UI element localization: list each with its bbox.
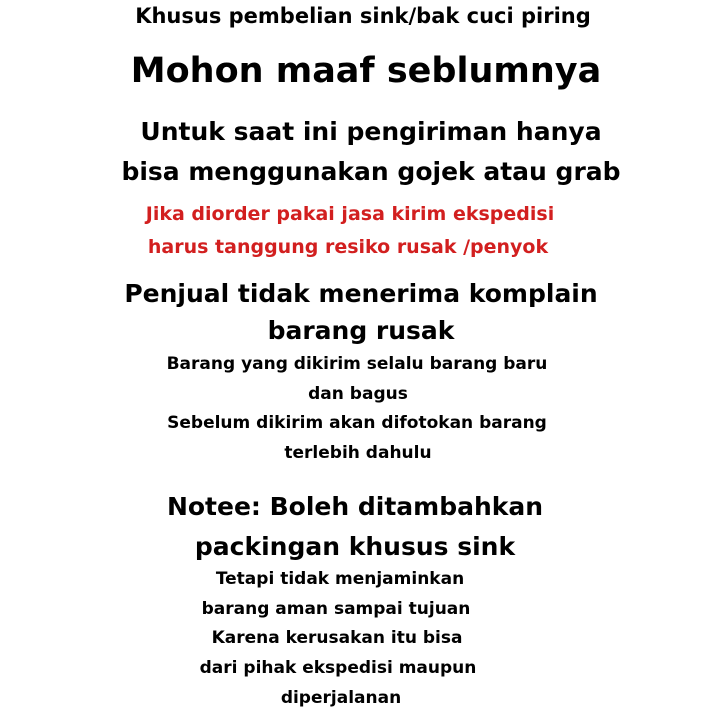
note-line-3: Tetapi tidak menjaminkan bbox=[215, 569, 465, 589]
apology-title: Mohon maaf seblumnya bbox=[130, 51, 602, 91]
heading-text: Khusus pembelian sink/bak cuci piring bbox=[135, 4, 591, 28]
note-line-2: packingan khusus sink bbox=[194, 532, 516, 561]
guarantee-line-3: Sebelum dikirim akan difotokan barang bbox=[167, 413, 547, 433]
complaint-line-1: Penjual tidak menerima komplain bbox=[124, 279, 598, 308]
warning-line-2: harus tanggung resiko rusak /penyok bbox=[147, 236, 549, 258]
guarantee-line-1: Barang yang dikirim selalu barang baru bbox=[166, 354, 548, 374]
note-line-4: barang aman sampai tujuan bbox=[201, 599, 471, 619]
guarantee-line-2: dan bagus bbox=[308, 384, 408, 404]
guarantee-line-4: terlebih dahulu bbox=[284, 443, 432, 463]
warning-line-1: Jika diorder pakai jasa kirim ekspedisi bbox=[145, 203, 555, 225]
note-line-6: dari pihak ekspedisi maupun bbox=[199, 658, 477, 678]
shipping-line-1: Untuk saat ini pengiriman hanya bbox=[140, 117, 602, 146]
note-line-5: Karena kerusakan itu bisa bbox=[211, 628, 463, 648]
complaint-line-2: barang rusak bbox=[267, 316, 455, 345]
note-line-1: Notee: Boleh ditambahkan bbox=[166, 492, 544, 521]
shipping-line-2: bisa menggunakan gojek atau grab bbox=[121, 157, 621, 186]
note-line-7: diperjalanan bbox=[280, 688, 402, 708]
